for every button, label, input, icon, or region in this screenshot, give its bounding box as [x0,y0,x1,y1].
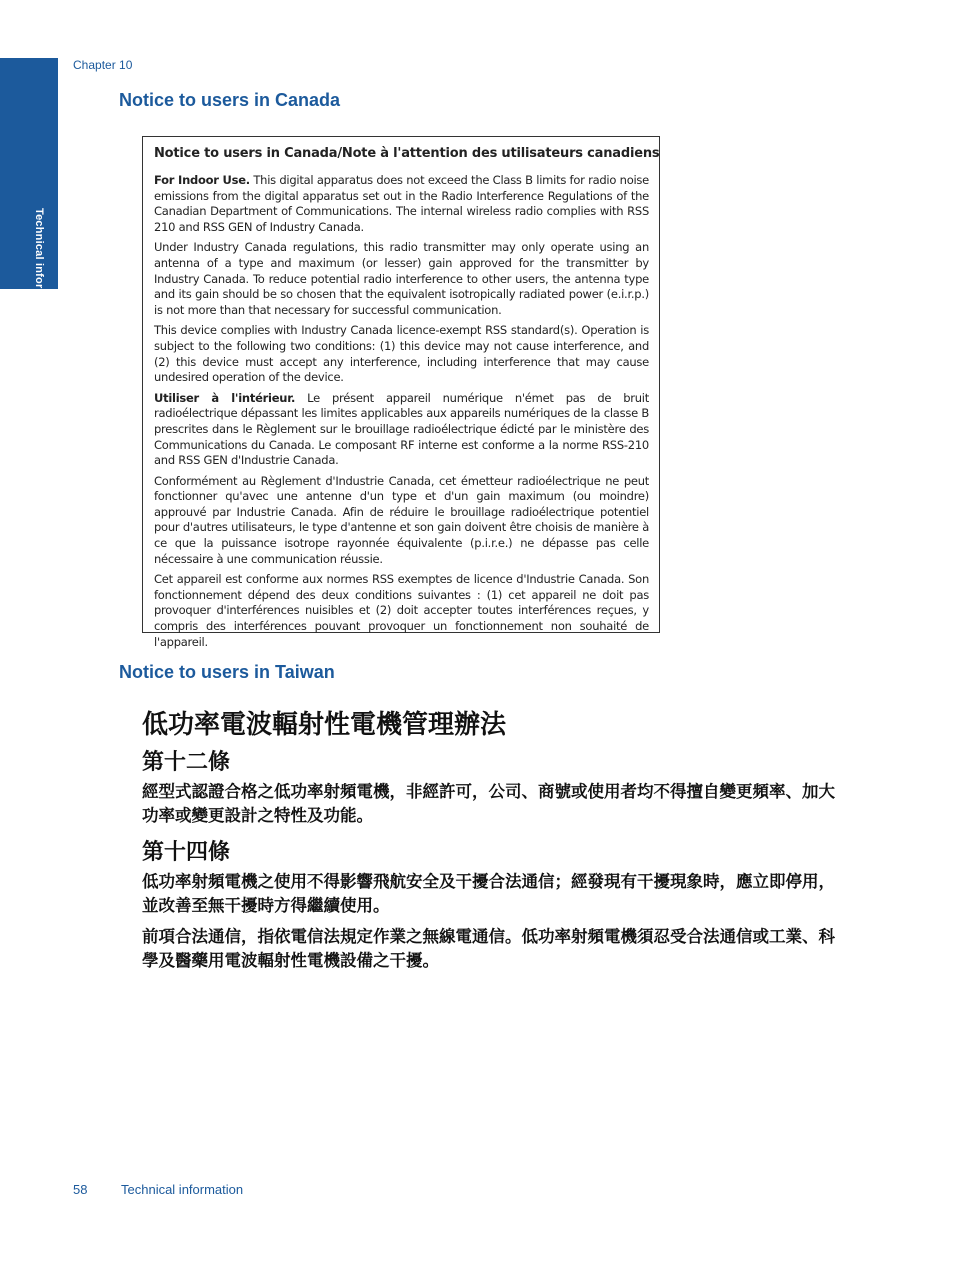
utiliser-text: Le présent appareil numérique n'émet pas de bruit radioélectrique dépassant les limites applicables aux appareils numériques de la classe B prescrites dans le Règlement sur le brouillage radioélectrique édicté par le ministère des Communications du Canada. Le composant RF interne est conforme a la norme RSS-210 and RSS GEN d'Industrie Canada. [154,390,649,468]
taiwan-article-14-text-2: 前項合法通信，指依電信法規定作業之無線電通信。低功率射頻電機須忍受合法通信或工業、科學及醫藥用電波輻射性電機設備之干擾。 [142,927,835,970]
taiwan-article-12-text: 經型式認證合格之低功率射頻電機，非經許可，公司、商號或使用者均不得擅自變更頻率、加大功率或變更設計之特性及功能。 [142,782,835,825]
taiwan-heading: Notice to users in Taiwan [119,662,335,682]
canada-notice-title: Notice to users in Canada/Note à l'attention des utilisateurs canadiens [154,146,660,161]
canada-paragraph-indoor-use [154,173,649,235]
taiwan-article-12-heading: 第十二條 [142,750,231,775]
taiwan-article-14-text-1: 低功率射頻電機之使用不得影響飛航安全及干擾合法通信；經發現有干擾現象時，應立即停用，並改善至無干擾時方得繼續使用。 [142,872,835,915]
footer-section-title: Technical information [121,1182,244,1197]
canada-paragraph-compliance: This device complies with Industry Canada licence-exempt RSS standard(s). Operation is subject to the following two conditions: (1) this device may not cause interference, and (2) this device must accept any interference, including interference that may cause undesired operation of the device. [154,323,649,385]
taiwan-regulation-title: 低功率電波輻射性電機管理辦法 [142,710,507,740]
side-tab-label: Technical information [33,208,45,326]
page-number: 58 [73,1182,88,1197]
utiliser-label: Utiliser à l'intérieur. [154,390,296,405]
canada-paragraph-utiliser [154,391,649,469]
indoor-use-text: This digital apparatus does not exceed the Class B limits for radio noise emissions from the digital apparatus set out in the Radio Interference Regulations of the Canadian Department of Communications. The internal wireless radio complies with RSS 210 and RSS GEN of Industry Canada. [154,173,649,234]
canada-heading: Notice to users in Canada [119,90,341,110]
taiwan-article-14-heading: 第十四條 [142,840,231,865]
indoor-use-label: For Indoor Use. [154,173,250,187]
canada-notice-box [142,136,660,649]
side-tab [0,58,58,326]
canada-paragraph-reglement: Conformément au Règlement d'Industrie Canada, cet émetteur radioélectrique ne peut fonctionner qu'avec une antenne d'un type et d'un gain maximum (ou moindre) approuvé par Industrie Canada. Afin de réduire le brouillage radioélectrique potentiel pour d'autres utilisateurs, le type d'antenne et son gain doivent être choisis de manière à ce que la puissance isotrope rayonnée équivalente (p.i.r.e.) ne dépasse pas celle nécessaire à une communication réussie. [154,473,649,566]
canada-paragraph-regulations: Under Industry Canada regulations, this radio transmitter may only operate using an antenna of a type and maximum (or lesser) gain approved for the transmitter by Industry Canada. To reduce potential radio interference to other users, the antenna type and its gain should be so chosen that the equivalent isotropically radiated power (e.i.r.p.) is not more than that necessary for successful communication. [154,240,649,317]
chapter-label: Chapter 10 [73,58,133,72]
canada-paragraph-conforme: Cet appareil est conforme aux normes RSS exemptes de licence d'Industrie Canada. Son fonctionnement dépend des deux conditions suivantes : (1) cet appareil ne doit pas provoquer d'interférences nuisibles et (2) doit accepter toutes interférences reçues, y compris des interférences pouvant provoquer un fonctionnement non souhaité de l'appareil. [154,572,649,649]
